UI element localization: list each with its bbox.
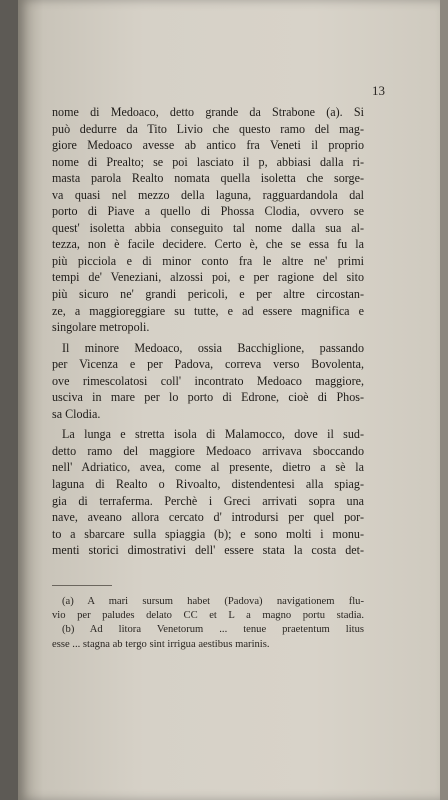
text-line: ove rimescolatosi coll' incontrato Medoaco maggiore, [52,373,364,388]
text-line: più picciola e di minor conto fra le altre ne' primi [52,253,364,268]
text-line: sa Clodia. [52,406,101,421]
footnote-line: esse ... stagna ab tergo sint irrigua aestibus marinis. [52,638,270,650]
paragraph-1 [52,104,364,336]
text-line: può dedurre da Tito Livio che questo ramo del mag- [52,121,364,136]
page-number: 13 [372,83,385,98]
text-line: nome di Medoaco, detto grande da Strabone (a). Si [52,105,364,119]
text-line: più sicuro ne' grandi pericoli, e per altre circostan- [52,287,364,302]
text-line: masta parola Realto nomata quella isoletta che sorge- [52,171,364,186]
text-line: menti storici dimostrativi dell' essere stata la costa det- [52,543,364,558]
text-line: detto ramo del maggiore Medoaco arrivava sboccando [52,443,364,458]
text-line: per Vicenza e per Padova, correva verso Bovolenta, [52,357,364,372]
text-line: La lunga e stretta isola di Malamocco, dove il sud- [62,427,364,442]
text-line: tezza, non è facile decidere. Certo è, che se essa fu la [52,237,364,252]
text-line: gia di terraferma. Perchè i Greci arrivati sopra una [52,493,364,508]
footnote-divider [52,585,112,586]
text-line: porto di Piave a quello di Phossa Clodia, ovvero se [52,204,364,219]
page-edge [440,0,448,800]
text-line: nell' Adriatico, avea, come al presente, dietro a sè la [52,460,364,475]
footnote-line: vio per paludes delato CC et L a magno portu stadia. [52,610,364,622]
text-line: laguna di Realto o Rivoalto, distendentesi alla spiag- [52,477,364,492]
text-line: ze, a maggioreggiare su tutte, e ad essere magnifica e [52,303,364,318]
text-line: giore Medoaco avesse ab antico fra Veneti il proprio [52,138,364,153]
text-line: nave, aveano allora cercato d' introdursi per quel por- [52,510,364,525]
text-line: tempi de' Veneziani, alzossi poi, e per ragione del sito [52,270,364,285]
text-line: quest' isoletta abbia conseguito tal nome dalla sua al- [52,220,364,235]
text-line: nome di Prealto; se poi lasciato il p, abbiasi dalla ri- [52,154,364,169]
text-line: singolare metropoli. [52,320,150,335]
text-line: va quasi nel mezzo della laguna, ragguardandola dal [52,187,364,202]
footnotes [52,595,364,652]
main-text [52,104,364,559]
footnote-line: (b) Ad litora Venetorum ... tenue praetentum litus [62,624,364,636]
text-line: Il minore Medoaco, ossia Bacchiglione, passando [62,340,364,355]
paragraph-3 [52,426,364,558]
paragraph-2 [52,340,364,423]
text-line: usciva in mare per lo porto di Edrone, cioè di Phos- [52,390,364,405]
footnote-line: (a) A mari sursum habet (Padova) navigationem flu- [62,596,364,607]
text-line: to a sbarcare sulla spiaggia (b); e sono molti i monu- [52,526,364,541]
